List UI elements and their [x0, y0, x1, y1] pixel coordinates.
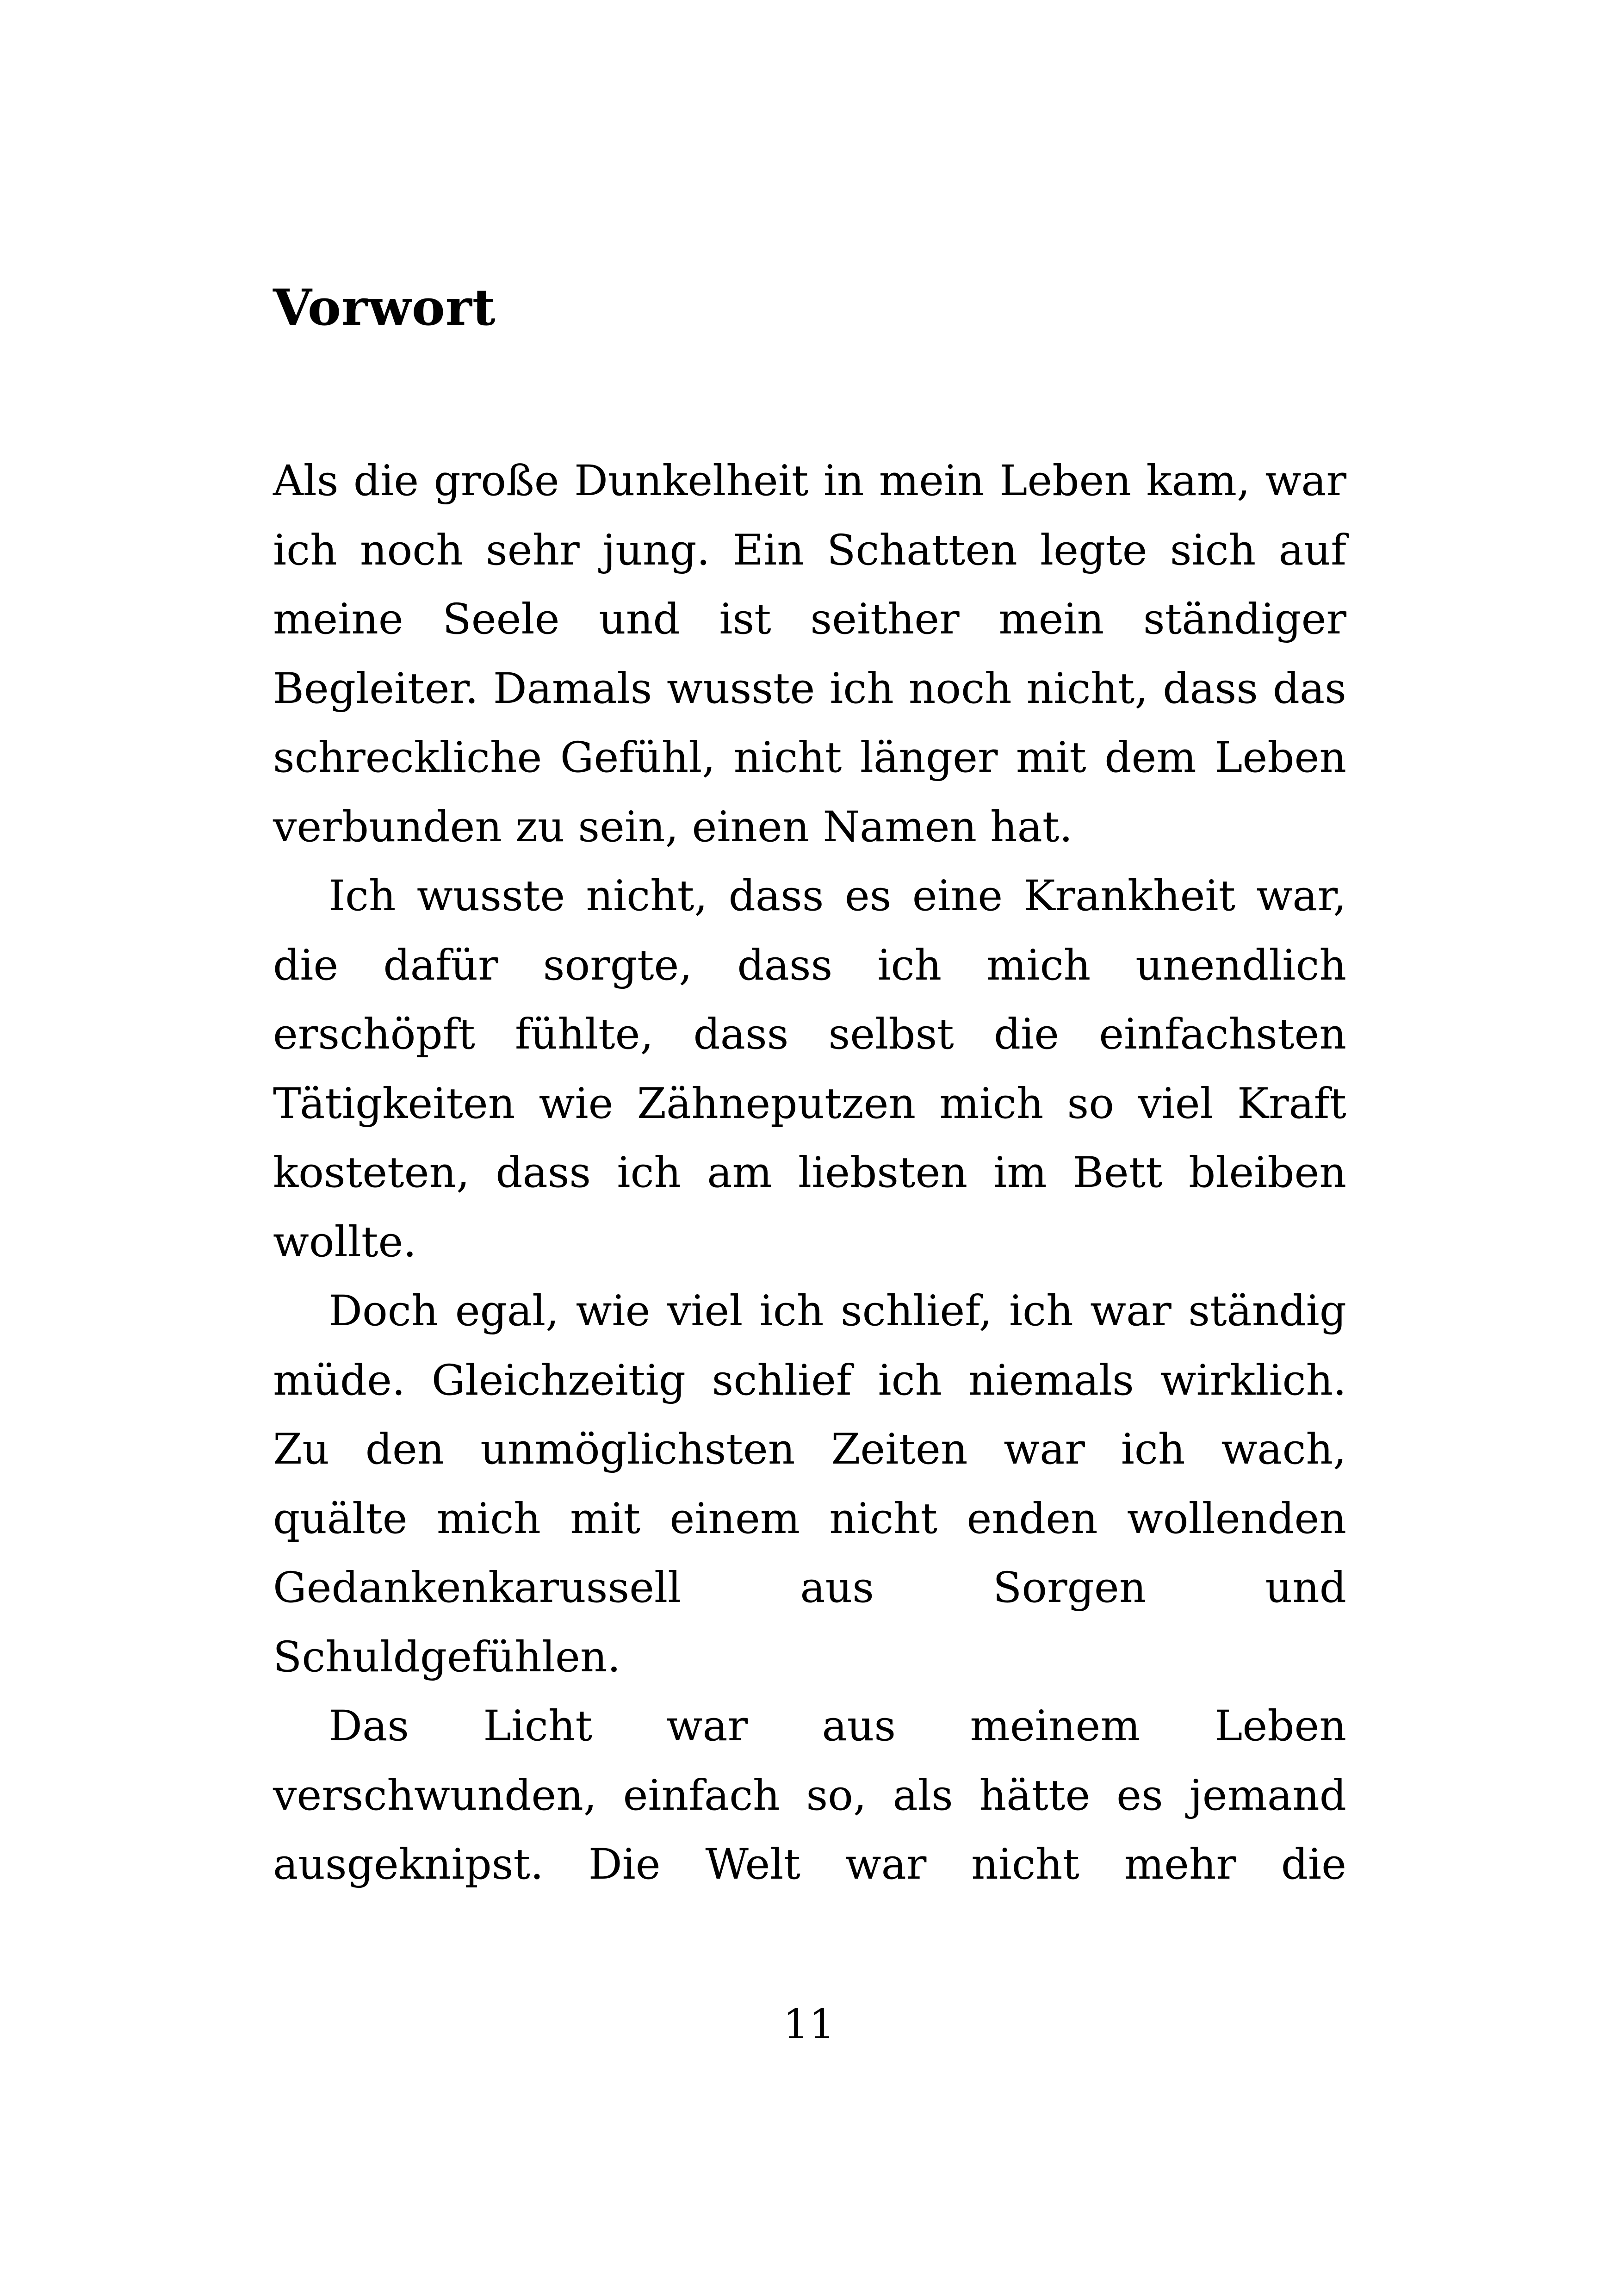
- paragraph-3: Doch egal, wie viel ich schlief, ich war ständig müde. Gleichzeitig schlief ich niemals wirklich. Zu den unmöglichsten Zeiten war ich wach, quälte mich mit einem nicht enden wollenden Gedankenkarussell aus Sorgen und Schuldgefühlen.: [273, 1287, 1346, 1682]
- page-number: 11: [783, 2000, 835, 2048]
- paragraph-1: Als die große Dunkelheit in mein Leben kam, war ich noch sehr jung. Ein Schatten legte sich auf meine Seele und ist seither mein ständiger Begleiter. Damals wusste ich noch nicht, dass das schreckliche Gefühl, nicht länger mit dem Leben verbunden zu sein, einen Namen hat.: [273, 457, 1346, 851]
- paragraph-4: Das Licht war aus meinem Leben verschwunden, einfach so, als hätte es jemand ausgeknipst. Die Welt war nicht mehr die: [273, 1702, 1346, 1889]
- paragraph-2: Ich wusste nicht, dass es eine Krankheit war, die dafür sorgte, dass ich mich unendlich erschöpft fühlte, dass selbst die einfachsten Tätigkeiten wie Zähneputzen mich so viel Kraft kosteten, dass ich am liebsten im Bett bleiben wollte.: [273, 872, 1346, 1266]
- body-text: [273, 447, 1346, 1899]
- chapter-heading: Vorwort: [273, 279, 496, 337]
